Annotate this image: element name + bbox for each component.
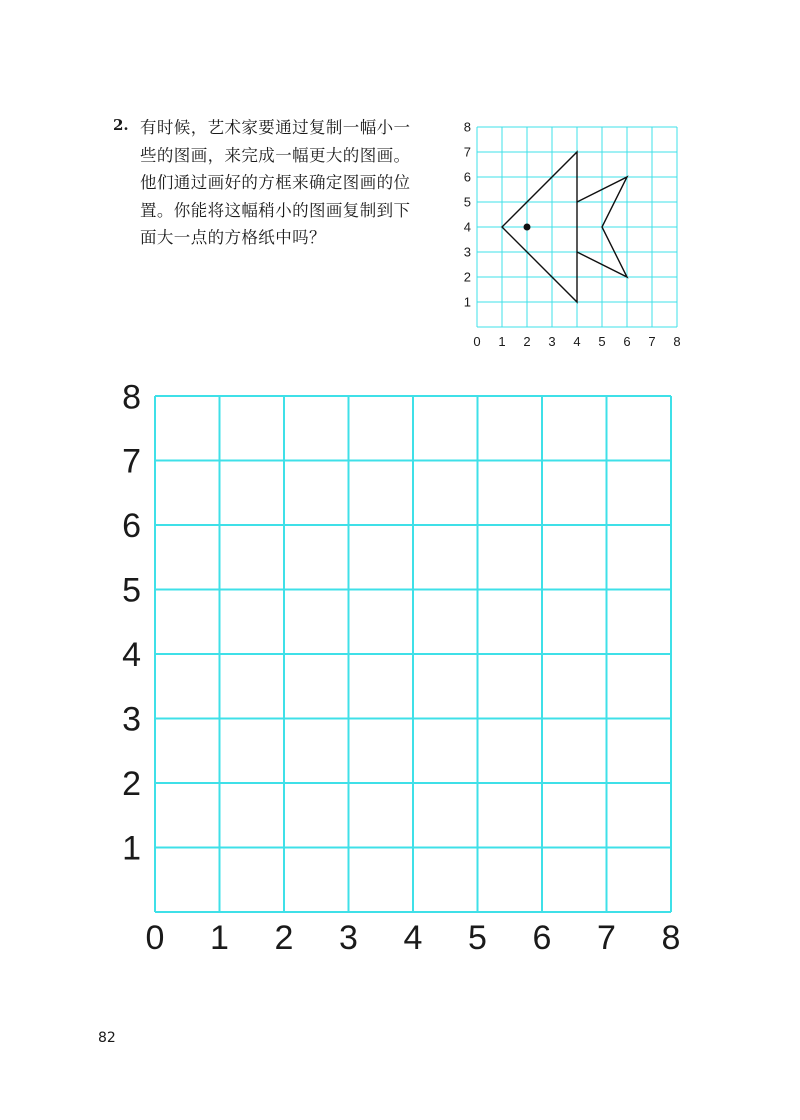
x-axis-tick-label: 4 (573, 334, 581, 349)
x-axis-tick-label: 7 (597, 919, 616, 957)
y-axis-tick-label: 6 (122, 507, 141, 546)
problem-line: 他们通过画好的方框来确定图画的位 (140, 173, 411, 193)
y-axis-tick-label: 7 (463, 144, 471, 160)
y-axis-tick-label: 1 (122, 829, 141, 868)
y-axis-tick-label: 4 (122, 636, 141, 675)
problem-text (140, 114, 440, 252)
y-axis-tick-label: 8 (463, 119, 471, 135)
y-axis-tick-label: 8 (122, 380, 141, 417)
x-axis-tick-label: 4 (403, 919, 423, 957)
large-empty-grid (110, 380, 690, 960)
small-fish-grid (455, 118, 690, 350)
y-axis-tick-label: 2 (122, 765, 141, 804)
x-axis-tick-label: 3 (548, 334, 556, 349)
y-axis-tick-label: 6 (463, 169, 471, 185)
x-axis-tick-label: 6 (532, 919, 552, 957)
x-axis-tick-label: 6 (623, 334, 631, 349)
y-axis-tick-label: 3 (463, 244, 471, 260)
x-axis-tick-label: 1 (210, 919, 229, 957)
x-axis-tick-label: 7 (648, 334, 656, 349)
problem-number: 2. (113, 116, 129, 134)
x-axis-tick-label: 5 (598, 334, 606, 349)
x-axis-tick-label: 0 (473, 334, 481, 349)
y-axis-tick-label: 5 (463, 194, 471, 210)
y-axis-tick-label: 7 (122, 442, 141, 481)
x-axis-tick-label: 8 (661, 919, 681, 957)
problem-line: 置。你能将这幅稍小的图画复制到下 (140, 200, 411, 220)
y-axis-tick-label: 1 (463, 294, 471, 310)
page-number: 82 (98, 1030, 116, 1046)
y-axis-tick-label: 4 (463, 219, 471, 235)
x-axis-tick-label: 3 (339, 919, 358, 957)
problem-line: 有时候，艺术家要通过复制一幅小一 (140, 118, 411, 137)
y-axis-tick-label: 5 (122, 571, 141, 610)
problem-line: 面大一点的方格纸中吗？ (140, 228, 326, 248)
x-axis-tick-label: 2 (274, 919, 294, 957)
x-axis-tick-label: 2 (523, 334, 531, 349)
y-axis-tick-label: 3 (122, 700, 141, 739)
x-axis-tick-label: 1 (498, 334, 506, 349)
x-axis-tick-label: 5 (468, 919, 487, 957)
x-axis-tick-label: 0 (145, 919, 165, 957)
y-axis-tick-label: 2 (463, 269, 471, 285)
problem-line: 些的图画，来完成一幅更大的图画。 (140, 145, 411, 165)
x-axis-tick-label: 8 (673, 334, 681, 349)
fish-eye (524, 224, 531, 231)
